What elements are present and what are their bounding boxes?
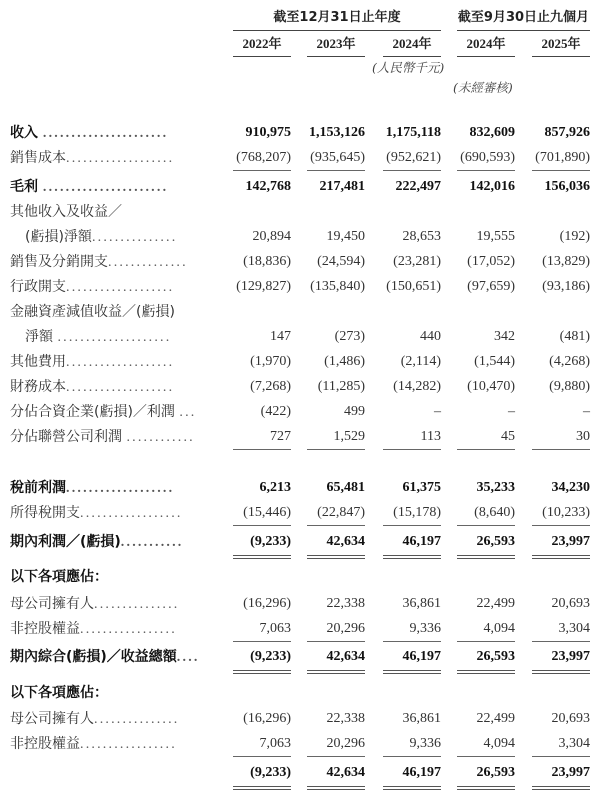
total-double-rule bbox=[307, 786, 365, 790]
cell: (701,890) bbox=[535, 150, 590, 165]
column-header-2024: 2024年 bbox=[383, 33, 441, 57]
cell: 9,336 bbox=[409, 736, 441, 751]
cell: 20,693 bbox=[551, 596, 590, 611]
cell: 28,653 bbox=[402, 229, 441, 244]
cell: 61,375 bbox=[402, 480, 441, 495]
subtotal-rule bbox=[383, 641, 441, 642]
cell: (481) bbox=[559, 329, 590, 344]
table-row-total-comprehensive-income bbox=[0, 646, 606, 668]
cell: (952,621) bbox=[386, 150, 441, 165]
cell: 4,094 bbox=[483, 621, 515, 636]
cell: 42,634 bbox=[326, 765, 365, 780]
cell: 34,230 bbox=[551, 480, 590, 495]
cell: 142,016 bbox=[469, 179, 515, 194]
table-row-non-controlling-interests bbox=[0, 618, 606, 640]
cell: 6,213 bbox=[259, 480, 291, 495]
cell: 3,304 bbox=[558, 736, 590, 751]
cell: 19,555 bbox=[476, 229, 515, 244]
cell: 26,593 bbox=[476, 765, 515, 780]
total-double-rule bbox=[307, 555, 365, 559]
header-group-nine-months: 截至9月30日止九個月 bbox=[457, 6, 590, 31]
cell: – bbox=[583, 404, 590, 419]
row-label: 收入 ...................... bbox=[10, 125, 169, 141]
cell: (9,233) bbox=[250, 765, 291, 780]
cell: (16,296) bbox=[243, 596, 291, 611]
cell: (135,840) bbox=[310, 279, 365, 294]
table-row-non-controlling-interests-2 bbox=[0, 733, 606, 755]
cell: (24,594) bbox=[317, 254, 365, 269]
cell: (14,282) bbox=[393, 379, 441, 394]
total-double-rule bbox=[532, 670, 590, 674]
cell: 857,926 bbox=[544, 125, 590, 140]
cell: 832,609 bbox=[469, 125, 515, 140]
subtotal-rule bbox=[457, 525, 515, 526]
cell: 20,296 bbox=[326, 736, 365, 751]
cell: (2,114) bbox=[400, 354, 441, 369]
cell: (273) bbox=[334, 329, 365, 344]
subtotal-rule bbox=[532, 449, 590, 450]
cell: (8,640) bbox=[474, 505, 515, 520]
cell: 113 bbox=[420, 429, 441, 444]
total-double-rule bbox=[383, 670, 441, 674]
row-label: 銷售及分銷開支.............. bbox=[10, 254, 188, 270]
table-row-owners-of-parent bbox=[0, 593, 606, 615]
row-label: (虧損)淨額............... bbox=[25, 229, 178, 245]
cell: (17,052) bbox=[467, 254, 515, 269]
subtotal-rule bbox=[532, 525, 590, 526]
cell: (192) bbox=[559, 229, 590, 244]
subtotal-rule bbox=[457, 170, 515, 171]
subtotal-rule bbox=[233, 756, 291, 757]
cell: 3,304 bbox=[558, 621, 590, 636]
subtotal-rule bbox=[233, 525, 291, 526]
table-row-other-expenses bbox=[0, 351, 606, 373]
table-row-revenue bbox=[0, 122, 606, 144]
row-label: 期內利潤／(虧損)........... bbox=[10, 534, 184, 550]
cell: (13,829) bbox=[542, 254, 590, 269]
cell: 20,894 bbox=[252, 229, 291, 244]
subtotal-rule bbox=[307, 525, 365, 526]
header-group-annual: 截至12月31日止年度 bbox=[233, 6, 441, 31]
row-label: 分佔合資企業(虧損)／利潤 ... bbox=[10, 404, 197, 420]
row-label: 其他費用................... bbox=[10, 354, 175, 370]
cell: (22,847) bbox=[317, 505, 365, 520]
cell: (768,207) bbox=[236, 150, 291, 165]
table-row-impairment-heading bbox=[0, 301, 606, 323]
cell: 1,529 bbox=[333, 429, 365, 444]
cell: 9,336 bbox=[409, 621, 441, 636]
cell: 7,063 bbox=[259, 621, 291, 636]
row-label: 期內綜合(虧損)／收益總額.... bbox=[10, 649, 200, 665]
cell: 22,499 bbox=[476, 596, 515, 611]
cell: 46,197 bbox=[402, 534, 441, 549]
cell: 147 bbox=[270, 329, 291, 344]
total-double-rule bbox=[307, 670, 365, 674]
total-double-rule bbox=[383, 786, 441, 790]
row-label: 行政開支................... bbox=[10, 279, 175, 295]
column-header-2025-nine-months: 2025年 bbox=[532, 33, 590, 57]
cell: 23,997 bbox=[551, 649, 590, 664]
table-row-attributable-total bbox=[0, 762, 606, 784]
cell: – bbox=[508, 404, 515, 419]
cell: 440 bbox=[420, 329, 441, 344]
column-header-2022: 2022年 bbox=[233, 33, 291, 57]
total-double-rule bbox=[457, 786, 515, 790]
cell: 23,997 bbox=[551, 765, 590, 780]
table-row-share-of-jv bbox=[0, 401, 606, 423]
cell: 23,997 bbox=[551, 534, 590, 549]
cell: 46,197 bbox=[402, 649, 441, 664]
total-double-rule bbox=[457, 670, 515, 674]
subtotal-rule bbox=[307, 449, 365, 450]
total-double-rule bbox=[532, 786, 590, 790]
row-label: 以下各項應佔： bbox=[10, 569, 108, 585]
cell: (4,268) bbox=[549, 354, 590, 369]
table-row-other-income-net bbox=[0, 226, 606, 248]
cell: 36,861 bbox=[402, 596, 441, 611]
table-row-other-income-heading bbox=[0, 201, 606, 223]
cell: 45 bbox=[501, 429, 515, 444]
cell: 19,450 bbox=[326, 229, 365, 244]
cell: 217,481 bbox=[319, 179, 365, 194]
cell: (10,233) bbox=[542, 505, 590, 520]
table-row-selling-expenses bbox=[0, 251, 606, 273]
cell: 46,197 bbox=[402, 765, 441, 780]
cell: 42,634 bbox=[326, 534, 365, 549]
cell: (9,233) bbox=[250, 649, 291, 664]
cell: (10,470) bbox=[467, 379, 515, 394]
total-double-rule bbox=[532, 555, 590, 559]
cell: 65,481 bbox=[326, 480, 365, 495]
table-row-cost-of-sales bbox=[0, 147, 606, 169]
row-label: 所得稅開支.................. bbox=[10, 505, 183, 521]
table-row-finance-costs bbox=[0, 376, 606, 398]
row-label: 非控股權益................. bbox=[10, 621, 177, 637]
row-label: 母公司擁有人............... bbox=[10, 596, 180, 612]
subtotal-rule bbox=[233, 449, 291, 450]
subtotal-rule bbox=[457, 641, 515, 642]
cell: 20,693 bbox=[551, 711, 590, 726]
cell: (150,651) bbox=[386, 279, 441, 294]
subtotal-rule bbox=[457, 756, 515, 757]
subtotal-rule bbox=[383, 170, 441, 171]
cell: 4,094 bbox=[483, 736, 515, 751]
cell: 22,499 bbox=[476, 711, 515, 726]
cell: (11,285) bbox=[317, 379, 365, 394]
row-label: 財務成本................... bbox=[10, 379, 175, 395]
cell: 910,975 bbox=[245, 125, 291, 140]
cell: 30 bbox=[576, 429, 590, 444]
subtotal-rule bbox=[383, 449, 441, 450]
total-double-rule bbox=[383, 555, 441, 559]
cell: (422) bbox=[260, 404, 291, 419]
table-row-share-of-associates bbox=[0, 426, 606, 448]
table-row-income-tax bbox=[0, 502, 606, 524]
cell: 156,036 bbox=[544, 179, 590, 194]
row-label: 銷售成本................... bbox=[10, 150, 175, 166]
cell: (690,593) bbox=[460, 150, 515, 165]
row-label: 母公司擁有人............... bbox=[10, 711, 180, 727]
cell: 727 bbox=[270, 429, 291, 444]
cell: (23,281) bbox=[393, 254, 441, 269]
cell: 26,593 bbox=[476, 534, 515, 549]
cell: 7,063 bbox=[259, 736, 291, 751]
cell: (15,178) bbox=[393, 505, 441, 520]
cell: 36,861 bbox=[402, 711, 441, 726]
total-double-rule bbox=[233, 670, 291, 674]
cell: 35,233 bbox=[476, 480, 515, 495]
row-label: 淨額 .................... bbox=[25, 329, 172, 345]
cell: 222,497 bbox=[395, 179, 441, 194]
table-row-attributable-heading bbox=[0, 566, 606, 588]
subtotal-rule bbox=[307, 170, 365, 171]
cell: (9,233) bbox=[250, 534, 291, 549]
total-double-rule bbox=[233, 555, 291, 559]
cell: 20,296 bbox=[326, 621, 365, 636]
cell: (15,446) bbox=[243, 505, 291, 520]
table-row-impairment-net bbox=[0, 326, 606, 348]
cell: 22,338 bbox=[326, 596, 365, 611]
table-row-profit-for-period bbox=[0, 531, 606, 553]
subtotal-rule bbox=[233, 641, 291, 642]
table-row-attributable-heading-2 bbox=[0, 682, 606, 704]
cell: (93,186) bbox=[542, 279, 590, 294]
table-row-admin-expenses bbox=[0, 276, 606, 298]
cell: 1,175,118 bbox=[385, 125, 441, 140]
row-label: 金融資產減值收益／(虧損) bbox=[10, 304, 175, 320]
unit-note: (人民幣千元) bbox=[372, 60, 445, 75]
row-label: 以下各項應佔： bbox=[10, 685, 108, 701]
cell: (129,827) bbox=[236, 279, 291, 294]
cell: (97,659) bbox=[467, 279, 515, 294]
cell: (7,268) bbox=[250, 379, 291, 394]
table-row-gross-profit bbox=[0, 176, 606, 198]
cell: (9,880) bbox=[549, 379, 590, 394]
total-double-rule bbox=[233, 786, 291, 790]
subtotal-rule bbox=[532, 641, 590, 642]
cell: 499 bbox=[344, 404, 365, 419]
cell: (1,970) bbox=[250, 354, 291, 369]
cell: (16,296) bbox=[243, 711, 291, 726]
subtotal-rule bbox=[383, 756, 441, 757]
row-label: 分佔聯營公司利潤 ............ bbox=[10, 429, 195, 445]
row-label: 非控股權益................. bbox=[10, 736, 177, 752]
cell: 22,338 bbox=[326, 711, 365, 726]
cell: 26,593 bbox=[476, 649, 515, 664]
unaudited-note: (未經審核) bbox=[453, 80, 513, 95]
subtotal-rule bbox=[457, 449, 515, 450]
cell: (1,486) bbox=[324, 354, 365, 369]
row-label: 毛利 ...................... bbox=[10, 179, 169, 195]
subtotal-rule bbox=[532, 170, 590, 171]
cell: 42,634 bbox=[326, 649, 365, 664]
total-double-rule bbox=[457, 555, 515, 559]
cell: 142,768 bbox=[245, 179, 291, 194]
cell: (1,544) bbox=[474, 354, 515, 369]
column-header-2023: 2023年 bbox=[307, 33, 365, 57]
cell: – bbox=[434, 404, 441, 419]
subtotal-rule bbox=[307, 641, 365, 642]
column-header-2024-nine-months: 2024年 bbox=[457, 33, 515, 57]
row-label: 其他收入及收益／ bbox=[10, 204, 122, 220]
cell: 342 bbox=[494, 329, 515, 344]
subtotal-rule bbox=[383, 525, 441, 526]
subtotal-rule bbox=[233, 170, 291, 171]
table-row-profit-before-tax bbox=[0, 477, 606, 499]
cell: 1,153,126 bbox=[309, 125, 365, 140]
row-label: 稅前利潤................... bbox=[10, 480, 175, 496]
subtotal-rule bbox=[532, 756, 590, 757]
table-row-owners-of-parent-2 bbox=[0, 708, 606, 730]
subtotal-rule bbox=[307, 756, 365, 757]
cell: (18,836) bbox=[243, 254, 291, 269]
cell: (935,645) bbox=[310, 150, 365, 165]
